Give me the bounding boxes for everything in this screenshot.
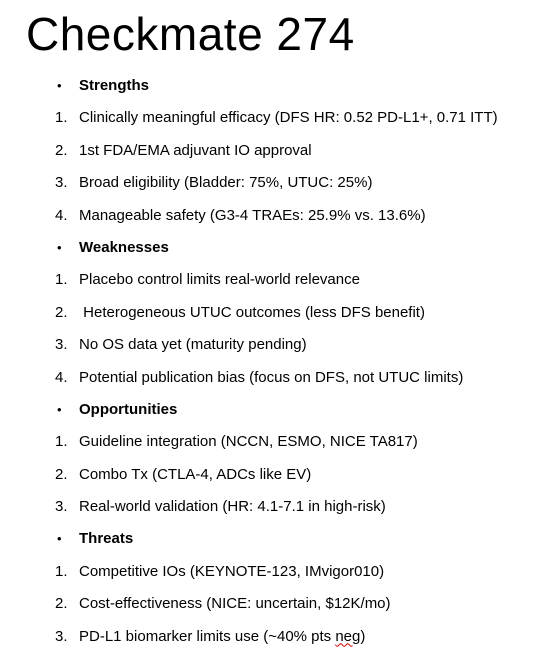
list-item-text: Combo Tx (CTLA-4, ADCs like EV): [79, 465, 312, 483]
bullet-marker: •: [57, 78, 62, 93]
list-item-number: 4.: [55, 368, 68, 386]
bullet-marker: •: [57, 401, 62, 417]
list-item-number: 2.: [55, 303, 68, 321]
list-item-number: 3.: [55, 336, 68, 354]
list-item: [0, 135, 548, 167]
list-item-number: 1.: [55, 271, 68, 289]
section-heading-weaknesses: [0, 232, 548, 264]
list-item: [0, 588, 548, 620]
list-item-number: 2.: [55, 141, 68, 159]
list-item: [0, 491, 548, 523]
list-item-text: Cost-effectiveness (NICE: uncertain, $12K/mo): [79, 595, 391, 613]
document-title: Checkmate 274: [26, 8, 355, 60]
list-item-text: Real-world validation (HR: 4.1-7.1 in high-risk): [79, 498, 386, 516]
section-heading-label: Strengths: [79, 77, 150, 94]
list-item-text: Guideline integration (NCCN, ESMO, NICE TA817): [79, 433, 418, 451]
list-item: [0, 264, 548, 296]
list-item: [0, 329, 548, 361]
list-item-text: Broad eligibility (Bladder: 75%, UTUC: 25%): [79, 174, 373, 192]
bullet-marker: •: [57, 239, 62, 255]
list-item-number: 2.: [55, 595, 68, 613]
section-heading-label: Threats: [79, 530, 134, 548]
list-item-number: 3.: [55, 174, 68, 192]
section-heading-threats: [0, 523, 548, 555]
list-item-number: 3.: [55, 498, 68, 516]
list-item-number: 3.: [55, 627, 68, 645]
list-item-number: 4.: [55, 206, 68, 224]
list-item-text: Placebo control limits real-world relevance: [79, 271, 360, 289]
list-item-text: Heterogeneous UTUC outcomes (less DFS benefit): [79, 303, 425, 321]
list-item-text: PD-L1 biomarker limits use (~40% pts neg): [79, 627, 366, 645]
list-item: [0, 426, 548, 458]
list-item-text: Competitive IOs (KEYNOTE-123, IMvigor010): [79, 562, 385, 580]
list-item: [0, 167, 548, 199]
section-heading-strengths: [0, 70, 548, 102]
list-item: [0, 556, 548, 588]
list-item-text: 1st FDA/EMA adjuvant IO approval: [79, 141, 312, 159]
swot-list: [0, 70, 548, 653]
list-item-text: Manageable safety (G3-4 TRAEs: 25.9% vs. 13.6%): [79, 206, 426, 224]
list-item-number: 1.: [55, 109, 68, 127]
list-item-text: Potential publication bias (focus on DFS, not UTUC limits): [79, 368, 464, 386]
list-item-number: 1.: [55, 433, 68, 451]
list-item: [0, 621, 548, 653]
bullet-marker: •: [57, 531, 62, 547]
section-heading-label: Weaknesses: [79, 238, 169, 256]
list-item-text: Clinically meaningful efficacy (DFS HR: 0.52 PD-L1+, 0.71 ITT): [79, 109, 498, 127]
list-item: [0, 362, 548, 394]
list-item: [0, 459, 548, 491]
list-item: [0, 297, 548, 329]
list-item-number: 1.: [55, 562, 68, 580]
list-item: [0, 200, 548, 232]
list-item: [0, 102, 548, 134]
section-heading-label: Opportunities: [79, 400, 178, 418]
list-item-number: 2.: [55, 465, 68, 483]
spellcheck-underline: neg: [335, 627, 361, 645]
section-heading-opportunities: [0, 394, 548, 426]
list-item-text: No OS data yet (maturity pending): [79, 336, 307, 354]
